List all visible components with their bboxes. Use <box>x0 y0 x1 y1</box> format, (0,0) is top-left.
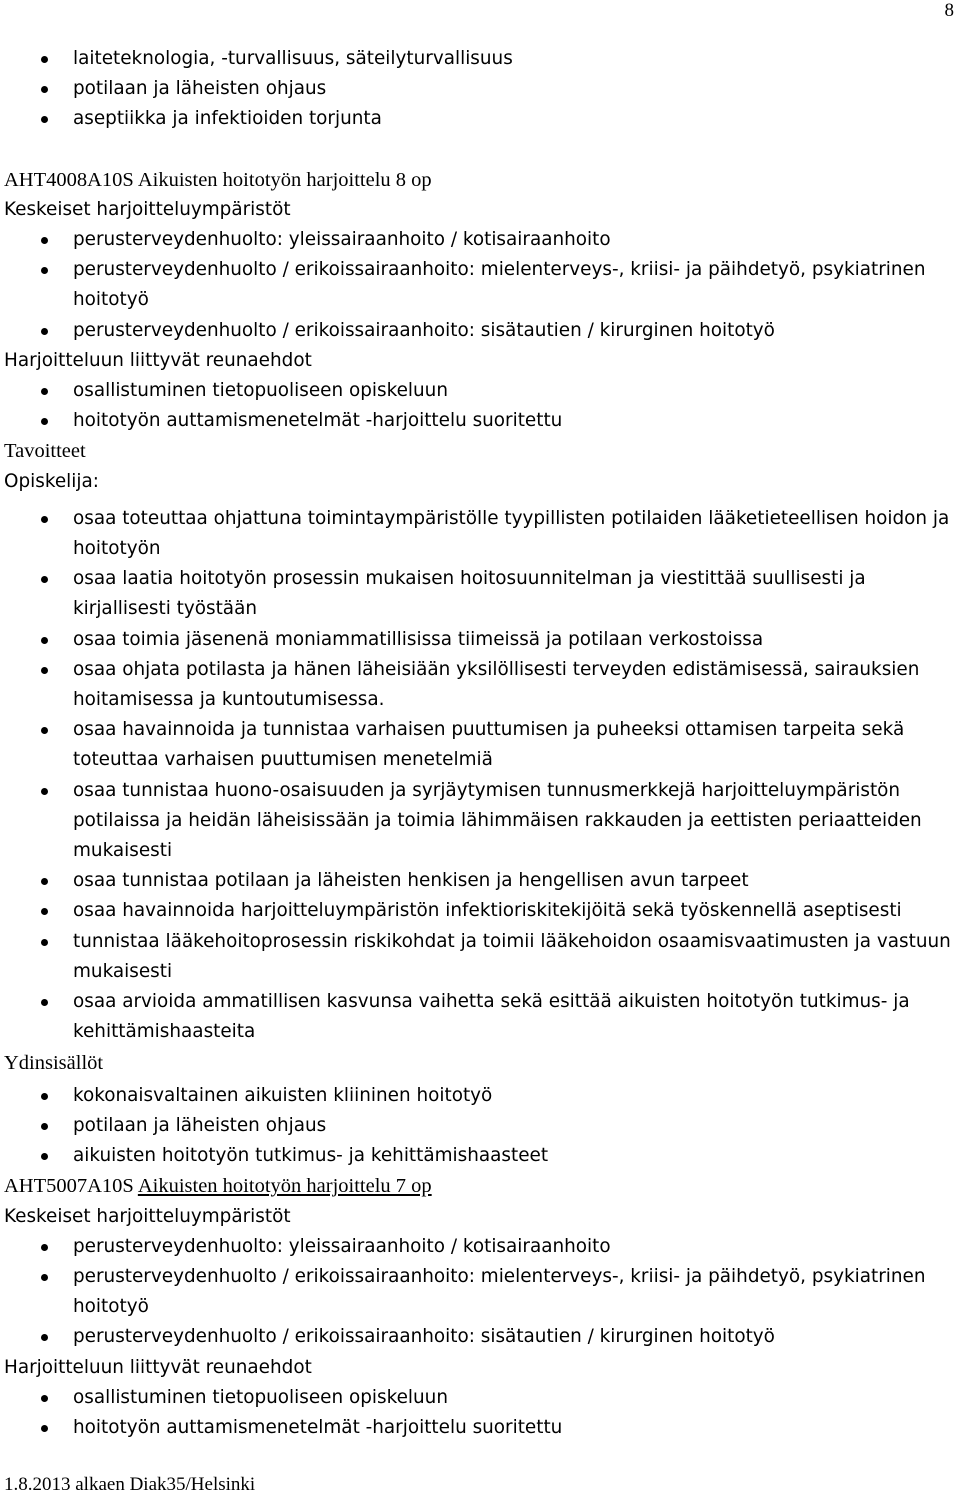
list-item: perusterveydenhuolto / erikoissairaanhoito: mielenterveys-, kriisi- ja päihdetyö, psykiatrinen hoitotyö <box>4 255 954 315</box>
course-heading-2 <box>4 1171 954 1201</box>
environments-list <box>4 225 954 346</box>
course-heading-1 <box>4 165 954 195</box>
list-item: osaa laatia hoitotyön prosessin mukaisen hoitosuunnitelman ja viestittää suullisesti ja kirjallisesti työstään <box>4 564 954 624</box>
list-item: perusterveydenhuolto / erikoissairaanhoito: sisätautien / kirurginen hoitotyö <box>4 316 954 346</box>
list-item: aikuisten hoitotyön tutkimus- ja kehittämishaasteet <box>4 1141 954 1171</box>
list-item: osaa tunnistaa huono-osaisuuden ja syrjäytymisen tunnusmerkkejä harjoitteluympäristön potilaissa ja heidän läheisissään ja toimia lähimmäisen rakkauden ja eettisten periaatteiden mukaisesti <box>4 776 954 867</box>
goals-list <box>4 504 954 1048</box>
goals-heading: Tavoitteet <box>4 440 86 463</box>
list-item: hoitotyön auttamismenetelmät -harjoittelu suoritettu <box>4 406 954 436</box>
course-code: AHT5007A10S <box>4 1175 134 1198</box>
list-item: osaa arvioida ammatillisen kasvunsa vaihetta sekä esittää aikuisten hoitotyön tutkimus- ja kehittämishaasteita <box>4 987 954 1047</box>
course-title: Aikuisten hoitotyön harjoittelu 8 op <box>137 168 432 191</box>
list-item: osaa tunnistaa potilaan ja läheisten henkisen ja hengellisen avun tarpeet <box>4 866 954 896</box>
list-item: osaa toimia jäsenenä moniammatillisissa tiimeissä ja potilaan verkostoissa <box>4 625 954 655</box>
prerequisites-list <box>4 1383 954 1443</box>
prerequisites-heading: Harjoitteluun liittyvät reunaehdot <box>4 349 312 371</box>
footer-text: 1.8.2013 alkaen Diak35/Helsinki <box>4 1474 256 1495</box>
prerequisites-list <box>4 376 954 436</box>
list-item: osaa havainnoida harjoitteluympäristön infektioriskitekijöitä sekä työskennellä aseptisesti <box>4 896 954 926</box>
course-title: Aikuisten hoitotyön harjoittelu 7 op <box>137 1175 432 1198</box>
list-item: perusterveydenhuolto: yleissairaanhoito / kotisairaanhoito <box>4 225 954 255</box>
list-item: osaa ohjata potilasta ja hänen läheisiään yksilöllisesti terveyden edistämisessä, sairauksien hoitamisessa ja kuntoutumisessa. <box>4 655 954 715</box>
list-item: kokonaisvaltainen aikuisten kliininen hoitotyö <box>4 1081 954 1111</box>
list-item: osallistuminen tietopuoliseen opiskeluun <box>4 1383 954 1413</box>
list-item: aseptiikka ja infektioiden torjunta <box>4 104 954 134</box>
list-item: osaa havainnoida ja tunnistaa varhaisen puuttumisen ja puheeksi ottamisen tarpeita sekä toteuttaa varhaisen puuttumisen menetelmiä <box>4 715 954 775</box>
top-bullet-list <box>4 44 954 135</box>
core-contents-list <box>4 1081 954 1172</box>
course-code: AHT4008A10S <box>4 168 134 191</box>
page-number: 8 <box>944 0 954 21</box>
list-item: osaa toteuttaa ohjattuna toimintaympäristölle tyypillisten potilaiden lääketieteellisen hoidon ja hoitotyön <box>4 504 954 564</box>
list-item: perusterveydenhuolto: yleissairaanhoito / kotisairaanhoito <box>4 1232 954 1262</box>
page-content <box>4 44 954 1443</box>
prerequisites-heading: Harjoitteluun liittyvät reunaehdot <box>4 1356 312 1378</box>
list-item: perusterveydenhuolto / erikoissairaanhoito: sisätautien / kirurginen hoitotyö <box>4 1322 954 1352</box>
list-item: perusterveydenhuolto / erikoissairaanhoito: mielenterveys-, kriisi- ja päihdetyö, psykiatrinen hoitotyö <box>4 1262 954 1322</box>
student-label: Opiskelija: <box>4 470 99 492</box>
list-item: potilaan ja läheisten ohjaus <box>4 1111 954 1141</box>
list-item: hoitotyön auttamismenetelmät -harjoittelu suoritettu <box>4 1413 954 1443</box>
core-contents-heading: Ydinsisällöt <box>4 1051 104 1074</box>
environments-heading: Keskeiset harjoitteluympäristöt <box>4 1205 291 1227</box>
list-item: potilaan ja läheisten ohjaus <box>4 74 954 104</box>
environments-heading: Keskeiset harjoitteluympäristöt <box>4 198 291 220</box>
list-item: laiteteknologia, -turvallisuus, säteilyturvallisuus <box>4 44 954 74</box>
environments-list <box>4 1232 954 1353</box>
list-item: tunnistaa lääkehoitoprosessin riskikohdat ja toimii lääkehoidon osaamisvaatimusten ja vastuun mukaisesti <box>4 927 954 987</box>
list-item: osallistuminen tietopuoliseen opiskeluun <box>4 376 954 406</box>
